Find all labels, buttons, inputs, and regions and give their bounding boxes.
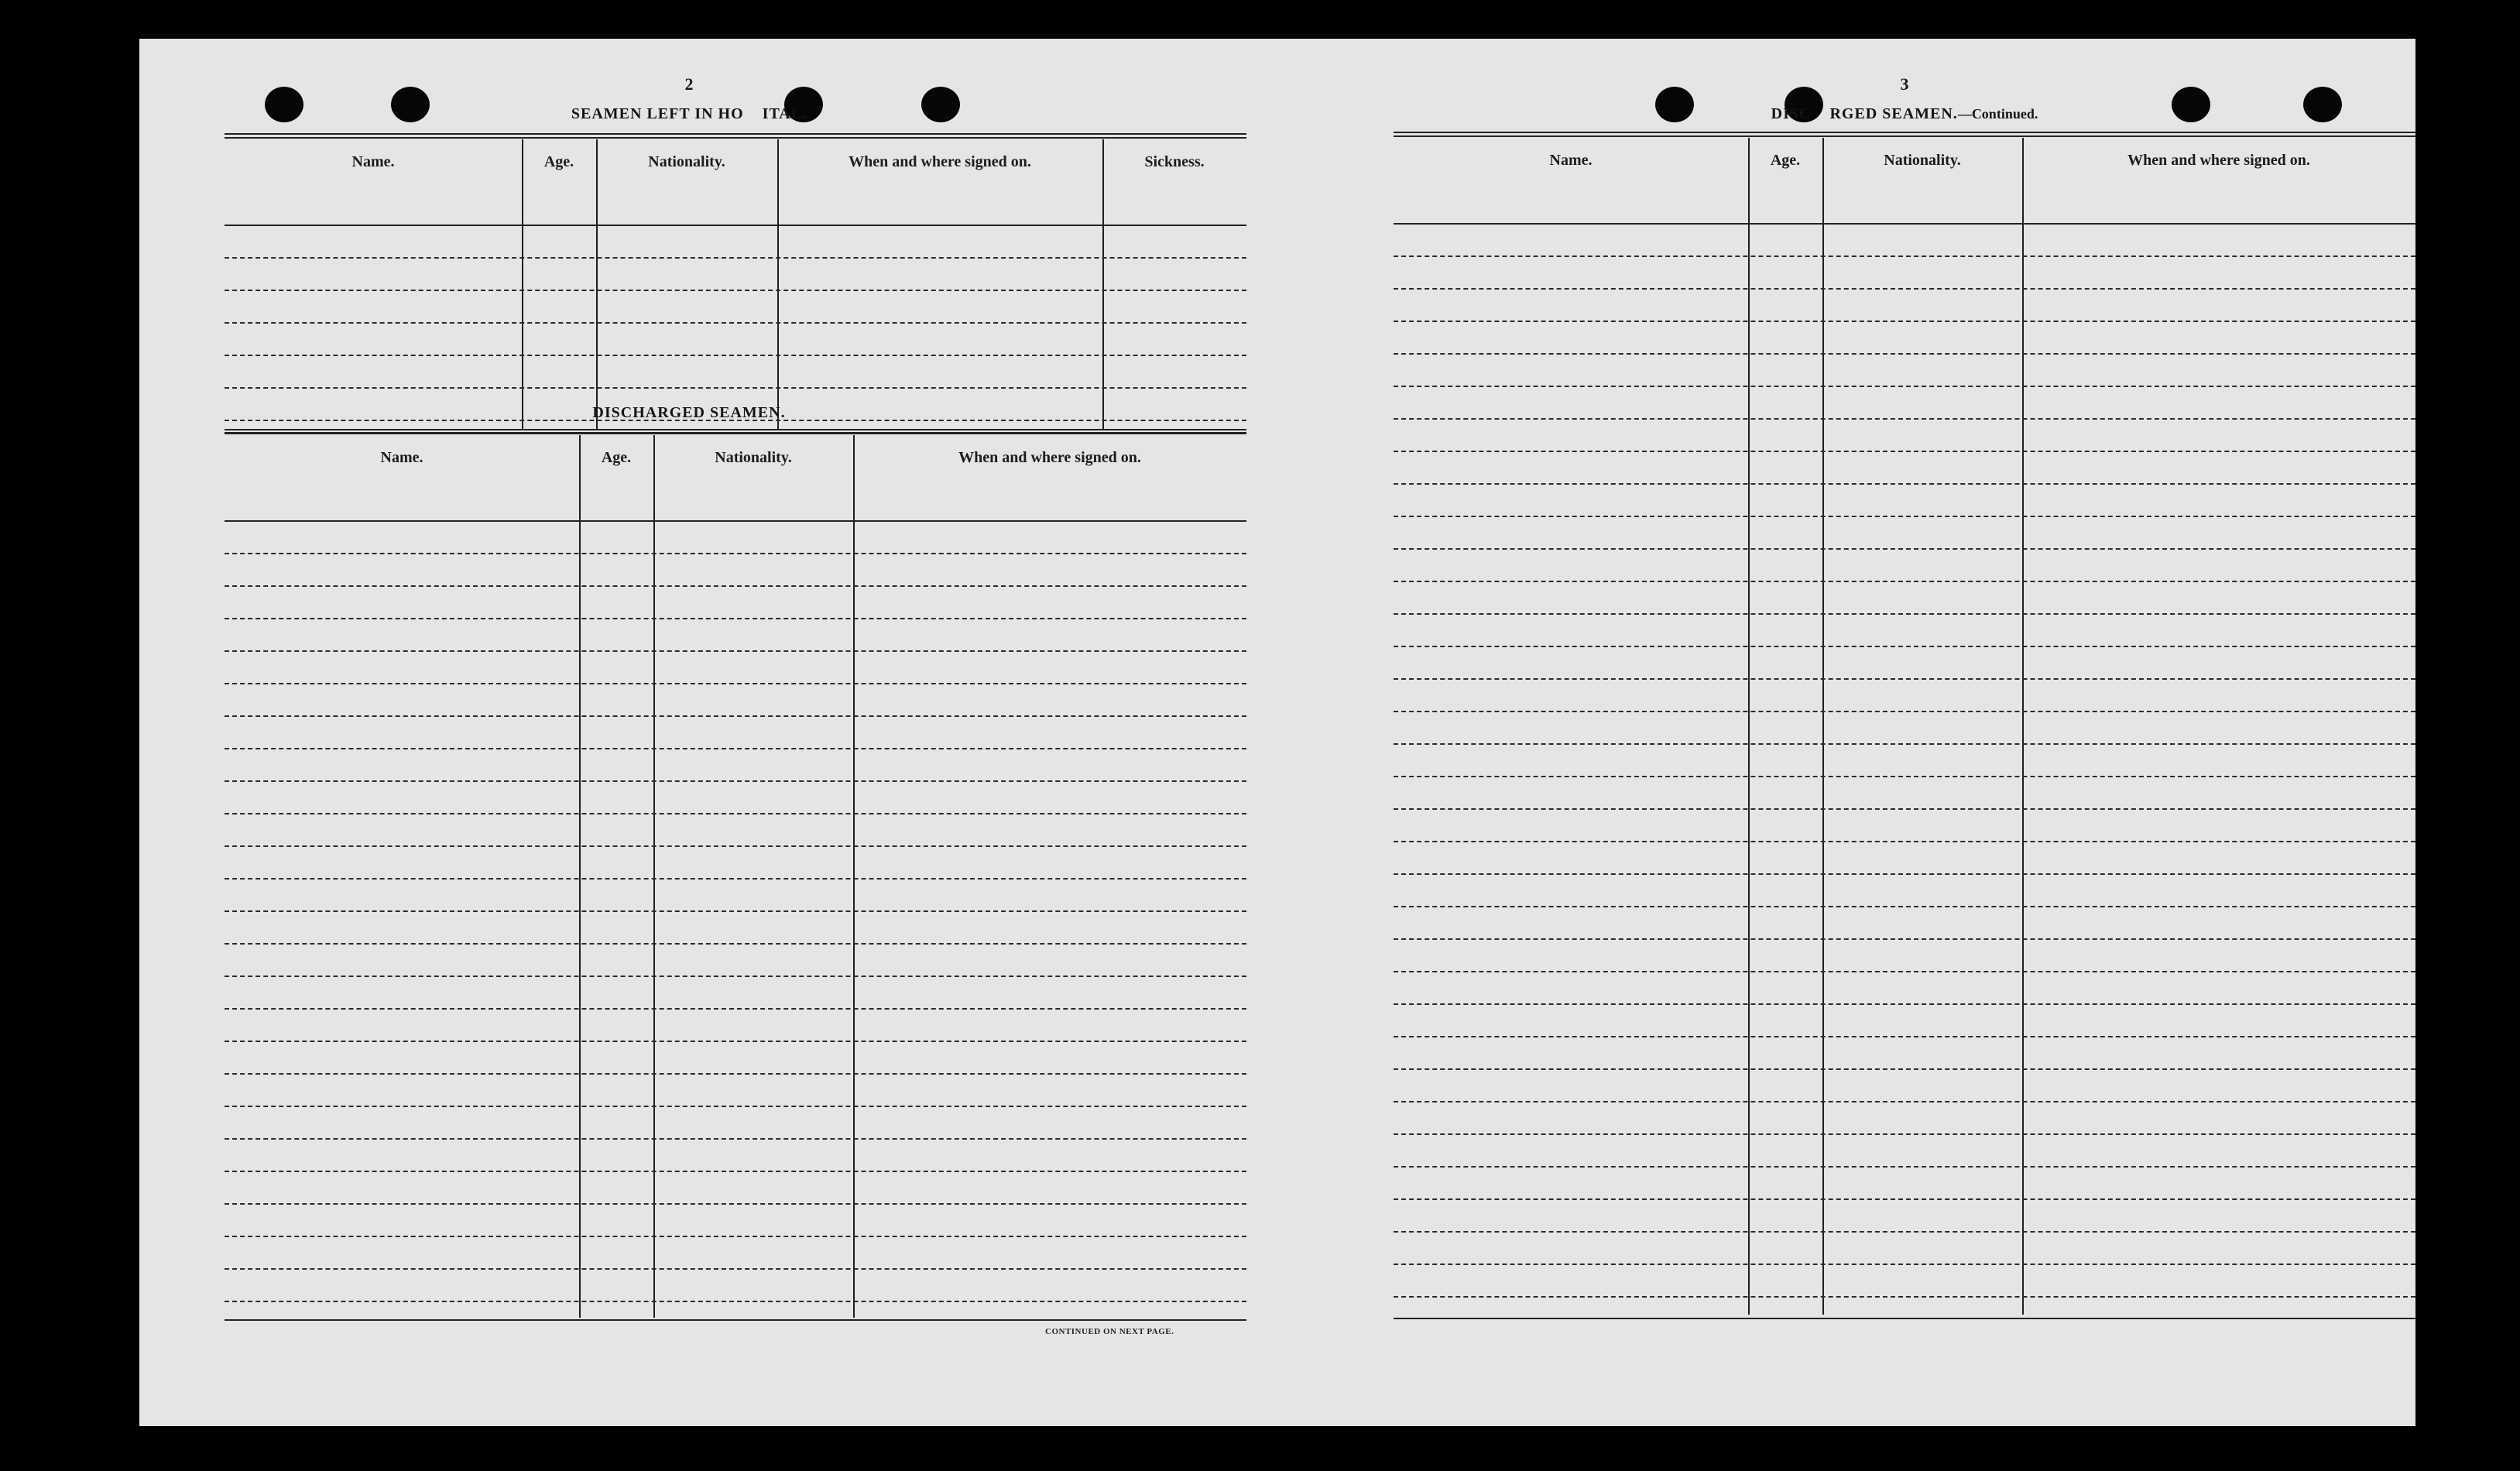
entry-line	[1394, 581, 2415, 582]
entry-line	[225, 976, 1246, 977]
entry-line	[1394, 711, 2415, 712]
entry-line	[1394, 1101, 2415, 1102]
entry-line	[225, 553, 1246, 554]
entry-line	[1394, 1133, 2415, 1135]
column-header-name: Name.	[380, 449, 423, 466]
column-header-nationality: Nationality.	[715, 449, 792, 466]
discharged-section-title: DISCHARGED SEAMEN.	[592, 404, 786, 421]
entry-line	[225, 780, 1246, 782]
entry-line	[1394, 255, 2415, 257]
header-rule	[225, 133, 1246, 139]
hospital-table	[225, 139, 1246, 430]
entry-line	[225, 1106, 1246, 1107]
entry-line	[225, 878, 1246, 880]
entry-line	[225, 845, 1246, 847]
entry-line	[225, 290, 1246, 291]
entry-line	[225, 1203, 1246, 1205]
discharged-continued-title	[1394, 105, 2415, 123]
discharged-continued-table	[1394, 138, 2415, 1315]
page-number: 2	[684, 74, 694, 94]
entry-line	[225, 387, 1246, 389]
entry-line	[1394, 678, 2415, 680]
entry-line	[225, 748, 1246, 749]
title-continued: —Continued.	[1957, 106, 2038, 122]
column-header-name: Name.	[351, 153, 395, 170]
entry-line	[1394, 418, 2415, 420]
entry-line	[1394, 288, 2415, 290]
entry-line	[1394, 548, 2415, 550]
entry-line	[1394, 483, 2415, 485]
hospital-section-title: SEAMEN LEFT IN HO ITAL.	[571, 105, 807, 122]
entry-line	[225, 1301, 1246, 1302]
entry-line	[1394, 906, 2415, 907]
entry-line	[1394, 613, 2415, 615]
entry-line	[1394, 1198, 2415, 1200]
discharged-table	[225, 435, 1246, 1318]
title-main: DISC RGED SEAMEN.	[1771, 105, 1958, 122]
column-header-name: Name.	[1549, 152, 1593, 169]
entry-line	[1394, 743, 2415, 745]
form-sheet	[139, 39, 2415, 1426]
entry-line	[1394, 386, 2415, 387]
header-underline	[1394, 223, 2415, 225]
column-divider	[579, 435, 581, 1318]
entry-line	[1394, 1166, 2415, 1168]
entry-line	[225, 1008, 1246, 1010]
entry-line	[225, 585, 1246, 587]
entry-line	[225, 1236, 1246, 1237]
entry-line	[225, 1268, 1246, 1270]
entry-line	[225, 257, 1246, 259]
footer-rule	[1394, 1318, 2415, 1319]
header-rule	[1394, 132, 2415, 137]
entry-line	[1394, 971, 2415, 972]
column-header-signed-on: When and where signed on.	[849, 153, 1031, 170]
entry-line	[225, 1138, 1246, 1140]
entry-line	[225, 650, 1246, 652]
column-divider	[1822, 138, 1824, 1315]
column-divider	[2022, 138, 2024, 1315]
entry-line	[1394, 1296, 2415, 1298]
entry-line	[1394, 353, 2415, 355]
entry-line	[1394, 516, 2415, 517]
entry-line	[1394, 1231, 2415, 1233]
entry-line	[225, 910, 1246, 912]
entry-line	[225, 618, 1246, 619]
footer-rule	[225, 1319, 1246, 1321]
entry-line	[1394, 1068, 2415, 1070]
entry-line	[225, 1073, 1246, 1075]
column-divider	[653, 435, 655, 1318]
column-divider	[853, 435, 855, 1318]
entry-line	[225, 322, 1246, 324]
entry-line	[225, 1041, 1246, 1042]
entry-line	[225, 943, 1246, 945]
entry-line	[1394, 1036, 2415, 1037]
entry-line	[1394, 938, 2415, 940]
column-header-age: Age.	[543, 153, 574, 170]
page-number: 3	[1900, 74, 1909, 94]
entry-line	[1394, 841, 2415, 842]
entry-line	[225, 715, 1246, 717]
entry-line	[1394, 1264, 2415, 1265]
column-header-nationality: Nationality.	[1884, 152, 1961, 169]
entry-line	[1394, 321, 2415, 322]
column-divider	[1748, 138, 1750, 1315]
entry-line	[225, 683, 1246, 684]
entry-line	[1394, 1003, 2415, 1005]
entry-line	[1394, 873, 2415, 875]
column-header-sickness: Sickness.	[1144, 153, 1205, 170]
entry-line	[1394, 808, 2415, 810]
entry-line	[1394, 451, 2415, 452]
continued-note: CONTINUED ON NEXT PAGE.	[1045, 1327, 1174, 1336]
entry-line	[1394, 646, 2415, 647]
column-header-age: Age.	[601, 449, 632, 466]
entry-line	[225, 813, 1246, 814]
column-header-signed-on: When and where signed on.	[2127, 152, 2310, 169]
header-underline	[225, 225, 1246, 226]
entry-line	[225, 1171, 1246, 1172]
column-header-age: Age.	[1770, 152, 1801, 169]
entry-line	[225, 355, 1246, 356]
header-underline	[225, 520, 1246, 522]
column-header-signed-on: When and where signed on.	[958, 449, 1141, 466]
section-rule	[225, 429, 1246, 434]
column-header-nationality: Nationality.	[648, 153, 725, 170]
entry-line	[1394, 776, 2415, 777]
